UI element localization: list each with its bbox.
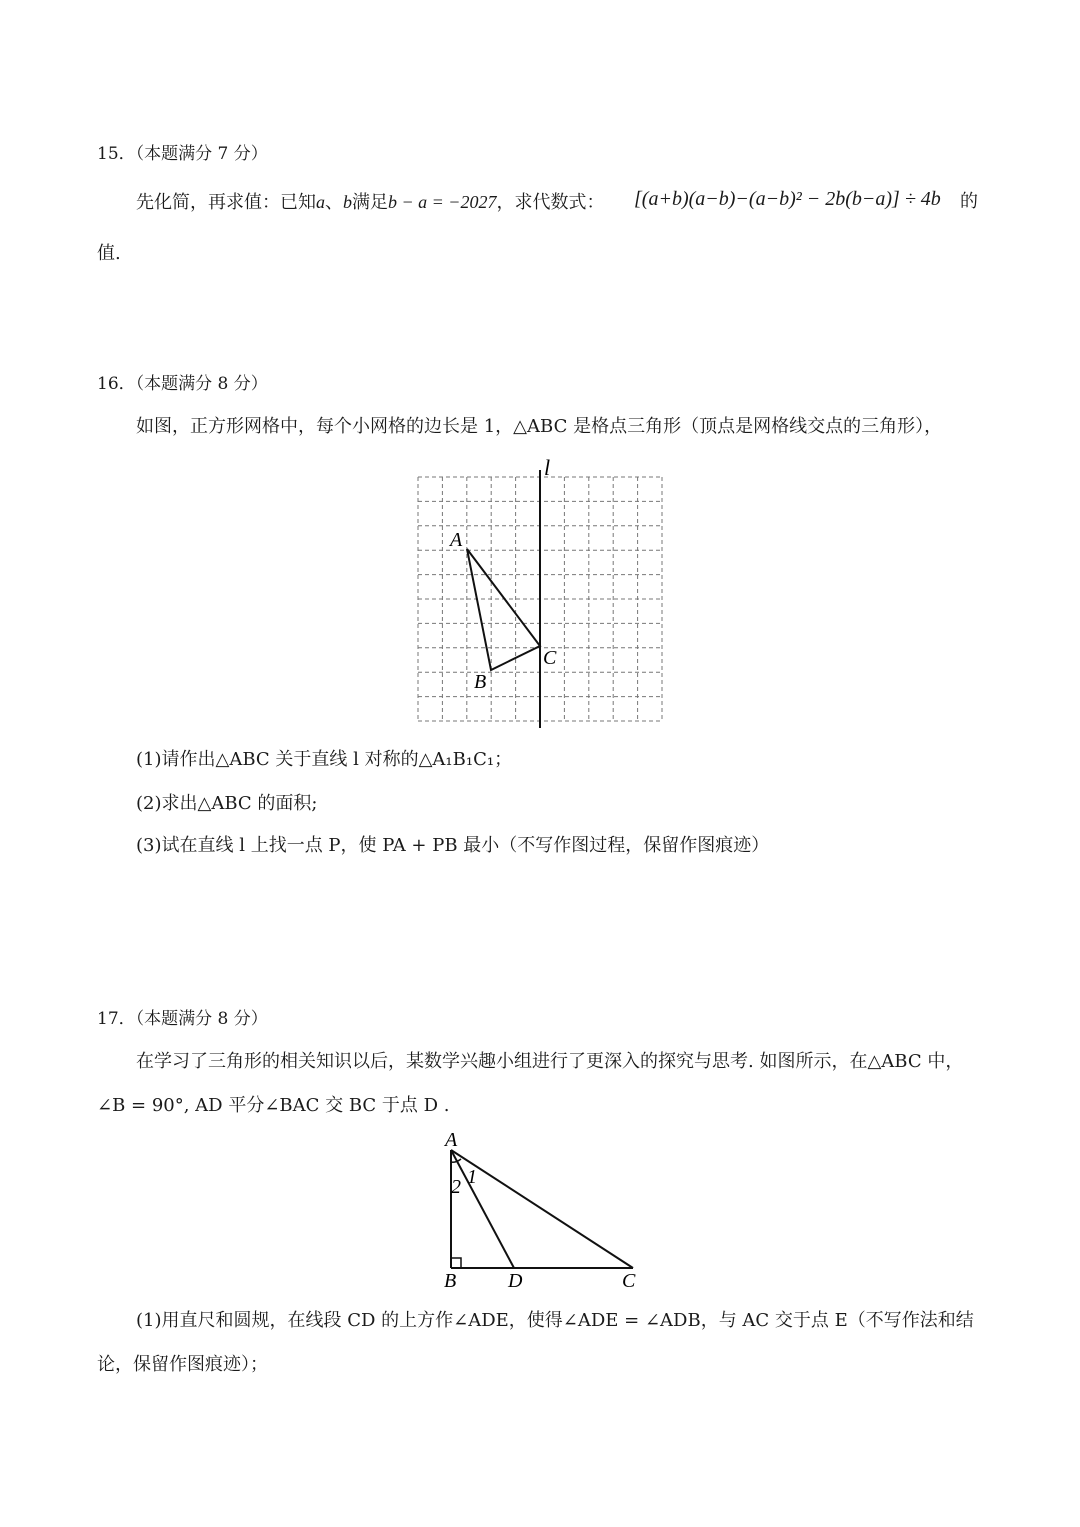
q15-satisfy: 满足 [352, 192, 388, 213]
q16-part1: (1)请作出△ABC 关于直线 l 对称的△A₁B₁C₁； [136, 749, 513, 770]
right-angle-mark [451, 1258, 461, 1268]
label-D: D [508, 1270, 523, 1292]
q15-var-b: b [343, 192, 352, 212]
label-A: A [445, 1129, 458, 1151]
side-ac [451, 1150, 633, 1268]
q17-intro2: ∠B = 90°, AD 平分∠BAC 交 BC 于点 D . [97, 1095, 450, 1116]
q15-expression: [(a+b)(a−b)−(a−b)² − 2b(b−a)] ÷ 4b [634, 188, 941, 210]
q15-var-a: a [316, 192, 325, 212]
q16-intro: 如图，正方形网格中，每个小网格的边长是 1，△ABC 是格点三角形（顶点是网格线交点的三角形）， [136, 416, 943, 437]
label-line-l: l [544, 455, 551, 480]
q15-line2: 值. [97, 243, 121, 264]
label-C: C [622, 1270, 636, 1292]
q15-ask: ，求代数式： [496, 192, 605, 213]
q15-header: 15．（本题满分 7 分） [97, 144, 268, 164]
q16-part2: (2)求出△ABC 的面积; [136, 793, 318, 814]
q17-part1-line2: 论，保留作图痕迹）； [97, 1354, 268, 1375]
label-C: C [543, 647, 557, 669]
q16-header: 16．（本题满分 8 分） [97, 374, 268, 394]
q15-suffix: 的 [960, 191, 978, 212]
q17-header: 17．（本题满分 8 分） [97, 1009, 268, 1029]
q15-condition: b − a = −2027 [388, 192, 497, 212]
q15-sep: 、 [325, 192, 343, 213]
segment-ad [451, 1150, 514, 1268]
label-A: A [450, 529, 463, 551]
q16-part3: (3)试在直线 l 上找一点 P，使 PA + PB 最小（不写作图过程，保留作图痕迹） [136, 835, 770, 856]
q17-intro1: 在学习了三角形的相关知识以后，某数学兴趣小组进行了更深入的探究与思考. 如图所示，在△ABC 中， [136, 1051, 964, 1072]
label-B: B [444, 1270, 457, 1292]
label-angle-2: 2 [451, 1176, 461, 1198]
q15-prefix: 先化简，再求值：已知 [136, 192, 316, 213]
q17-part1-line1: (1)用直尺和圆规，在线段 CD 的上方作∠ADE，使得∠ADE = ∠ADB，与 AC 交于点 E（不写作法和结 [136, 1310, 974, 1331]
label-B: B [474, 671, 487, 693]
label-angle-1: 1 [467, 1166, 477, 1188]
